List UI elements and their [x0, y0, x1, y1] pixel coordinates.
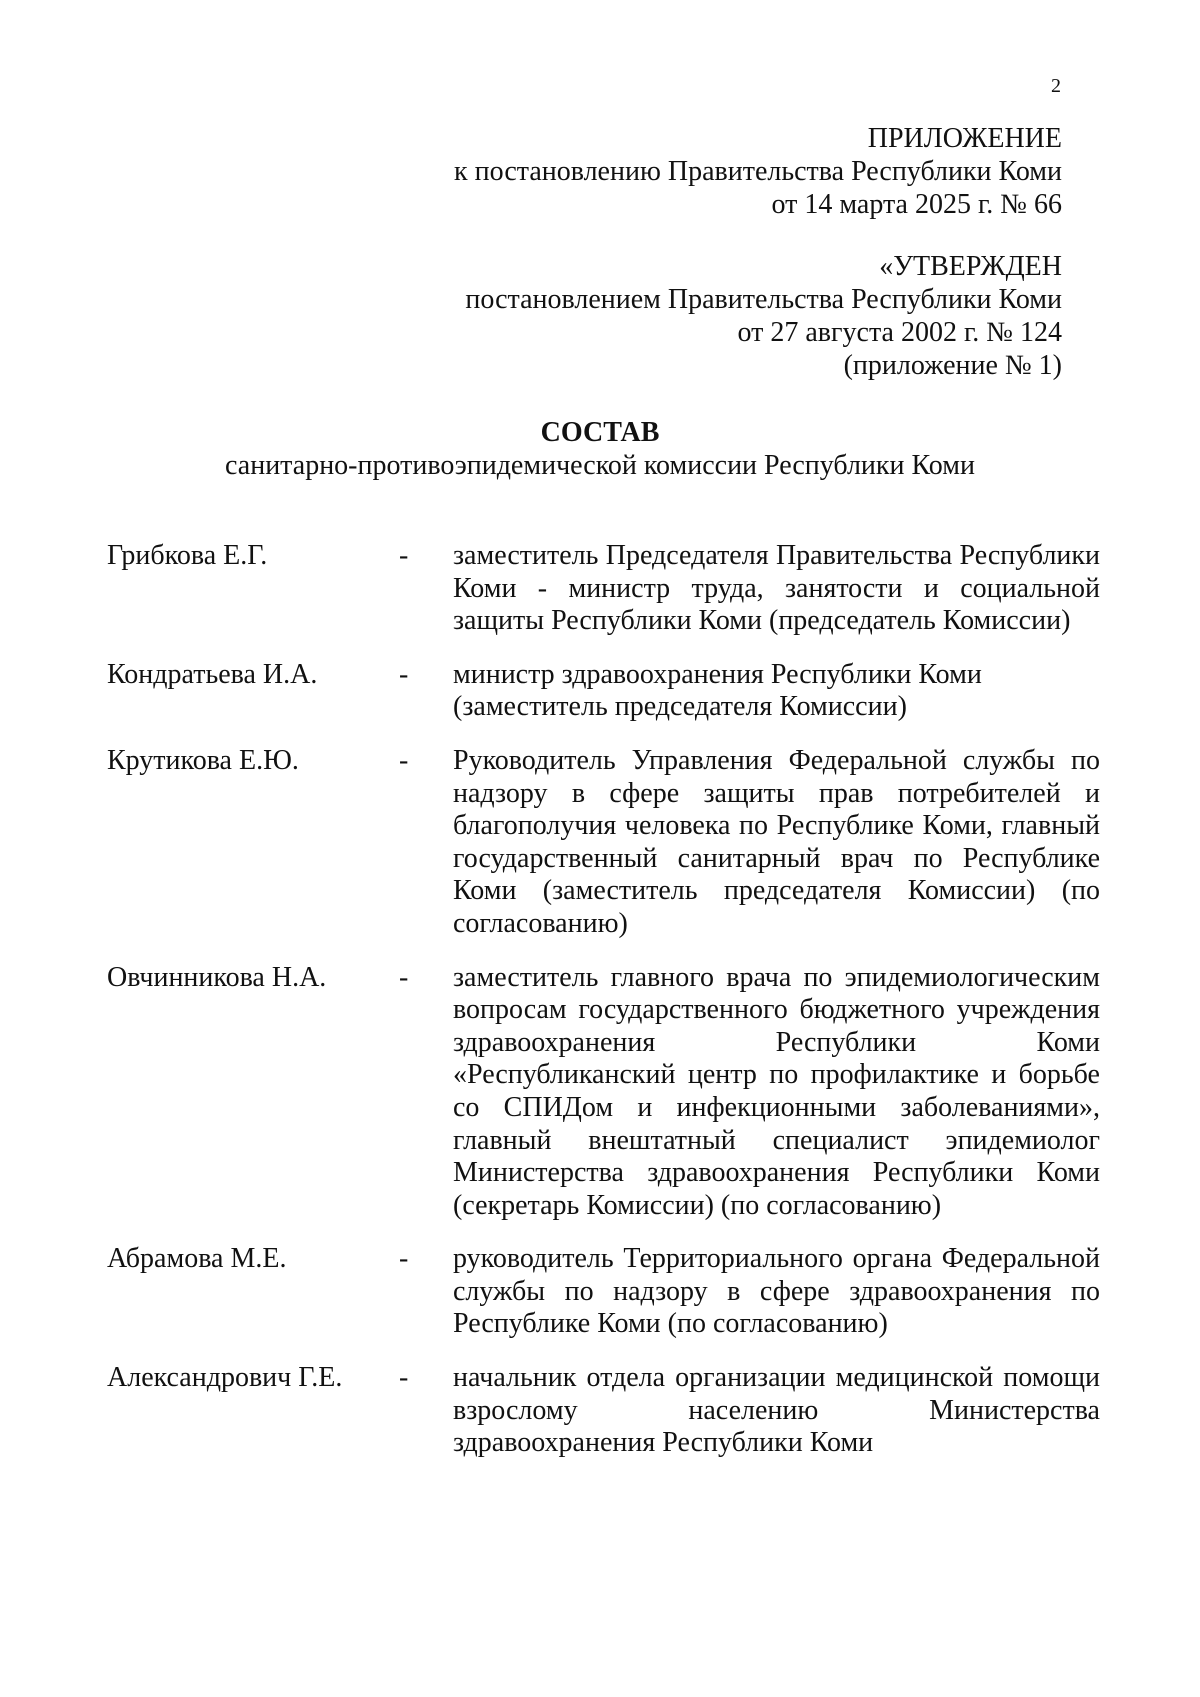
document-title-block: [0, 416, 1200, 482]
member-row: [107, 745, 1100, 941]
document-subtitle: санитарно-противоэпидемической комиссии Республики Коми: [225, 450, 975, 481]
approved-reference: постановлением Правительства Республики Коми: [465, 284, 1062, 315]
member-row: [107, 659, 1100, 724]
approved-title: «УТВЕРЖДЕН: [879, 251, 1062, 282]
appendix-date: от 14 марта 2025 г. № 66: [771, 189, 1062, 220]
appendix-header: [454, 122, 1062, 221]
member-row: [107, 962, 1100, 1223]
document-title: СОСТАВ: [540, 417, 660, 448]
approved-date: от 27 августа 2002 г. № 124: [737, 317, 1062, 348]
member-name: Грибкова Е.Г.: [107, 540, 268, 571]
member-name: Абрамова М.Е.: [107, 1243, 287, 1275]
member-name: Александрович Г.Е.: [107, 1362, 343, 1394]
member-dash: -: [399, 1243, 409, 1275]
member-role: Руководитель Управления Федеральной службы по надзору в сфере защиты прав потребителей и благополучия человека по Республике Коми, главный государственный санитарный врач по Республике Коми (заместитель председателя Комиссии) (по согласованию): [453, 744, 1100, 939]
member-role: руководитель Территориального органа Федеральной службы по надзору в сфере здравоохранения по Республике Коми (по согласованию): [453, 1243, 1100, 1340]
member-dash: -: [399, 961, 409, 993]
appendix-title: ПРИЛОЖЕНИЕ: [867, 123, 1062, 154]
approved-appendix-number: (приложение № 1): [843, 350, 1062, 381]
members-list: [107, 540, 1100, 1481]
member-name: Крутикова Е.Ю.: [107, 744, 299, 776]
member-dash: -: [399, 1362, 409, 1394]
member-row: [107, 1362, 1100, 1460]
member-role: заместитель Председателя Правительства Республики Коми - министр труда, занятости и социальной защиты Республики Коми (председатель Комиссии): [453, 540, 1100, 637]
approved-header: [465, 250, 1062, 382]
member-role: министр здравоохранения Республики Коми (заместитель председателя Комиссии): [453, 658, 982, 723]
member-role: заместитель главного врача по эпидемиологическим вопросам государственного бюджетного учреждения здравоохранения Республики Коми «Республиканский центр по профилактике и борьбе со СПИДом и инфекционными заболеваниями», главный внештатный специалист эпидемиолог Министерства здравоохранения Республики Коми (секретарь Комиссии) (по согласованию): [453, 961, 1100, 1221]
member-row: [107, 1243, 1100, 1341]
member-dash: -: [399, 658, 409, 690]
member-role: начальник отдела организации медицинской помощи взрослому населению Министерства здравоохранения Республики Коми: [453, 1362, 1100, 1459]
member-dash: -: [399, 744, 409, 776]
member-dash: -: [399, 540, 409, 571]
appendix-reference: к постановлению Правительства Республики Коми: [454, 156, 1062, 187]
member-name: Овчинникова Н.А.: [107, 961, 327, 993]
member-row: [107, 540, 1100, 638]
page-number: 2: [1051, 75, 1061, 97]
member-name: Кондратьева И.А.: [107, 658, 318, 690]
